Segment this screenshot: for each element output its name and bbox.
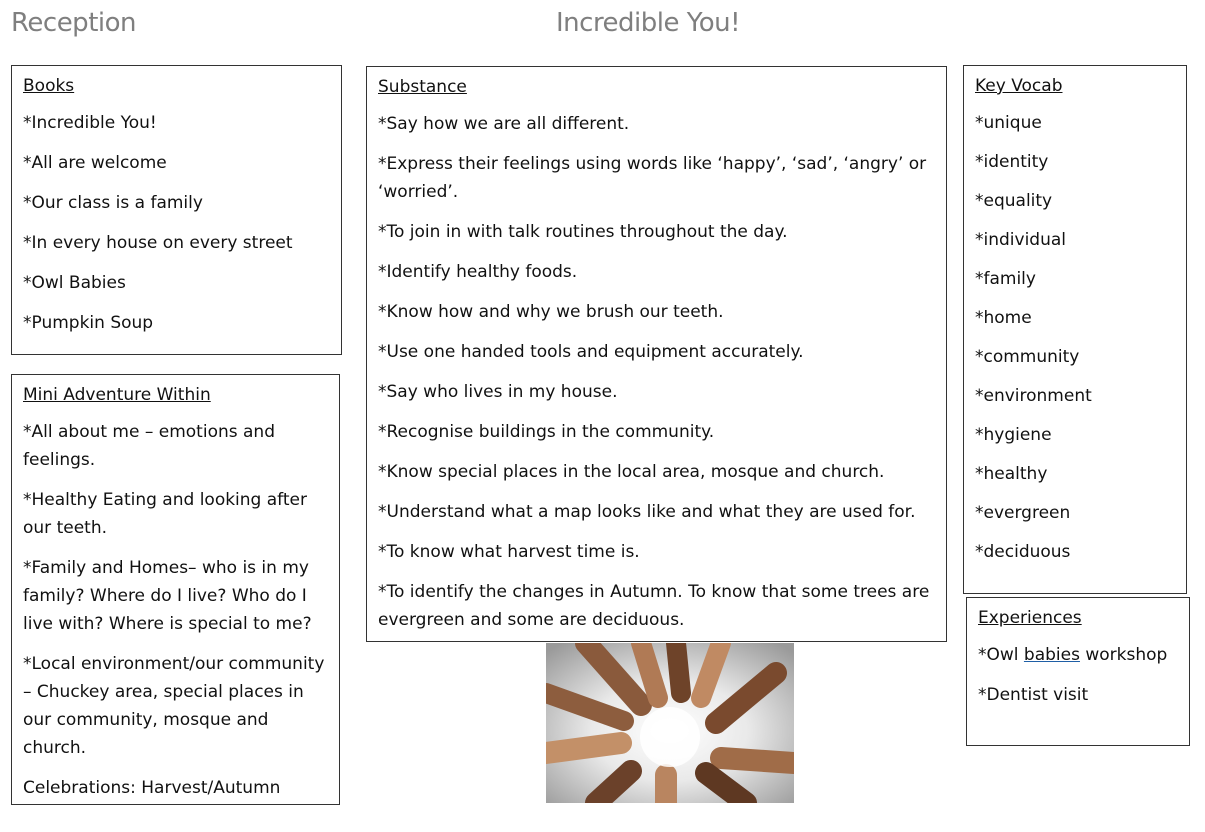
books-item: *All are welcome — [23, 153, 167, 173]
substance-item: *Say who lives in my house. — [378, 382, 618, 402]
experiences-box — [966, 597, 1190, 746]
substance-item: *Use one handed tools and equipment accurately. — [378, 342, 804, 362]
vocab-item: *individual — [975, 230, 1067, 250]
substance-item: *Know special places in the local area, mosque and church. — [378, 462, 885, 482]
key-vocab-title: Key Vocab — [975, 76, 1063, 96]
vocab-item: *healthy — [975, 464, 1048, 484]
page-title: Incredible You! — [556, 8, 741, 38]
vocab-item: *equality — [975, 191, 1053, 211]
experiences-item — [978, 641, 1178, 669]
vocab-item: *deciduous — [975, 542, 1071, 562]
substance-box — [366, 66, 947, 642]
substance-item: *Know how and why we brush our teeth. — [378, 302, 724, 322]
mini-adventure-item: *All about me – emotions and feelings. — [23, 422, 275, 470]
vocab-item: *hygiene — [975, 425, 1052, 445]
experiences-item: *Dentist visit — [978, 685, 1089, 705]
mini-adventure-title: Mini Adventure Within — [23, 385, 211, 405]
substance-item: *To join in with talk routines throughout the day. — [378, 222, 788, 242]
substance-title: Substance — [378, 77, 467, 97]
vocab-item: *community — [975, 347, 1080, 367]
hands-circle-image — [546, 643, 794, 803]
books-item: *Our class is a family — [23, 193, 203, 213]
substance-item: *Express their feelings using words like ‘happy’, ‘sad’, ‘angry’ or ‘worried’. — [378, 154, 927, 202]
vocab-item: *identity — [975, 152, 1049, 172]
substance-item: *Say how we are all different. — [378, 114, 630, 134]
substance-item: *Identify healthy foods. — [378, 262, 578, 282]
key-vocab-box — [963, 65, 1187, 594]
books-item: *Owl Babies — [23, 273, 126, 293]
vocab-item: *environment — [975, 386, 1092, 406]
substance-item: *Understand what a map looks like and what they are used for. — [378, 502, 916, 522]
mini-adventure-item: *Family and Homes– who is in my family? Where do I live? Who do I live with? Where is special to me? — [23, 558, 312, 634]
vocab-item: *unique — [975, 113, 1042, 133]
experiences-item-post: workshop — [1079, 645, 1168, 665]
substance-item: *To identify the changes in Autumn. To know that some trees are evergreen and some are deciduous. — [378, 582, 930, 630]
substance-item: *To know what harvest time is. — [378, 542, 640, 562]
experiences-item-underlined: babies — [1023, 645, 1080, 665]
vocab-item: *family — [975, 269, 1036, 289]
mini-adventure-item: *Healthy Eating and looking after our teeth. — [23, 490, 307, 538]
books-item: *Incredible You! — [23, 113, 157, 133]
page-title-left: Reception — [11, 8, 136, 38]
books-box — [11, 65, 342, 355]
substance-item: *Recognise buildings in the community. — [378, 422, 715, 442]
mini-adventure-item: Celebrations: Harvest/Autumn — [23, 778, 281, 798]
vocab-item: *evergreen — [975, 503, 1071, 523]
mini-adventure-box — [11, 374, 340, 805]
books-item: *Pumpkin Soup — [23, 313, 154, 333]
experiences-item-pre: *Owl — [978, 645, 1024, 665]
books-title: Books — [23, 76, 75, 96]
vocab-item: *home — [975, 308, 1032, 328]
books-item: *In every house on every street — [23, 233, 293, 253]
experiences-title: Experiences — [978, 608, 1082, 628]
mini-adventure-item: *Local environment/our community – Chuckey area, special places in our community, mosque and church. — [23, 654, 325, 758]
